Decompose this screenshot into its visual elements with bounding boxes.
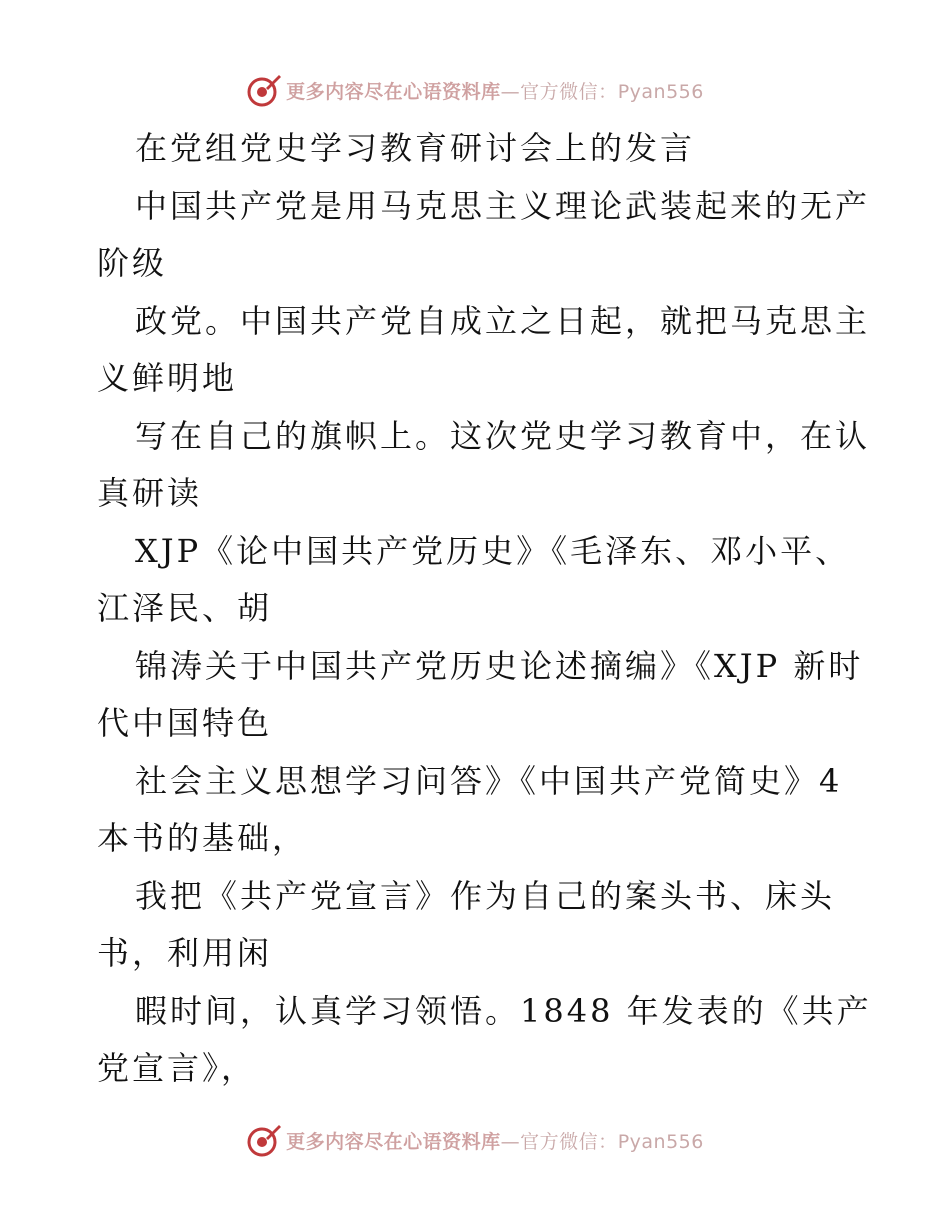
watermark-dash: — (500, 1130, 521, 1153)
paragraph-line: 暇时间，认真学习领悟。1848 年发表的《共产 (135, 991, 872, 1030)
paragraph-line: 书，利用闲 (97, 934, 273, 972)
paragraph-line: 代中国特色 (97, 704, 273, 742)
paragraph-line: 政党。中国共产党自成立之日起，就把马克思主 (135, 301, 871, 340)
watermark-dash: — (500, 80, 521, 103)
watermark-main-text: 更多内容尽在心语资料库 (286, 1130, 501, 1153)
quill-seal-logo-icon (246, 72, 282, 108)
document-title: 在党组党史学习教育研讨会上的发言 (135, 129, 696, 167)
paragraph-line: 写在自己的旗帜上。这次党史学习教育中，在认 (135, 416, 871, 455)
document-body (97, 120, 872, 1098)
paragraph-line: 锦涛关于中国共产党历史论述摘编》《XJP 新时 (135, 646, 864, 685)
watermark-main-text: 更多内容尽在心语资料库 (286, 80, 501, 103)
watermark-text (286, 1127, 704, 1154)
header-watermark (0, 70, 950, 110)
watermark-wechat-id: Pyan556 (617, 80, 704, 103)
watermark-text (286, 77, 704, 104)
paragraph-line: 江泽民、胡 (97, 589, 273, 627)
paragraph-line: 中国共产党是用马克思主义理论武装起来的无产 (135, 186, 871, 225)
paragraph-line: XJP《论中国共产党历史》《毛泽东、邓小平、 (135, 531, 851, 570)
watermark-wechat-label: 官方微信： (520, 1130, 618, 1153)
paragraph-line: 阶级 (97, 244, 168, 282)
watermark-wechat-id: Pyan556 (617, 1130, 704, 1153)
paragraph-line: 社会主义思想学习问答》《中国共产党简史》4 (135, 761, 843, 800)
paragraph-line: 真研读 (97, 474, 203, 512)
footer-watermark (0, 1120, 950, 1160)
quill-seal-logo-icon (246, 1122, 282, 1158)
paragraph-line: 本书的基础， (97, 819, 308, 857)
paragraph-line: 我把《共产党宣言》作为自己的案头书、床头 (135, 876, 836, 915)
paragraph-line: 义鲜明地 (97, 359, 238, 397)
paragraph-line: 党宣言》， (97, 1049, 257, 1087)
watermark-wechat-label: 官方微信： (520, 80, 618, 103)
